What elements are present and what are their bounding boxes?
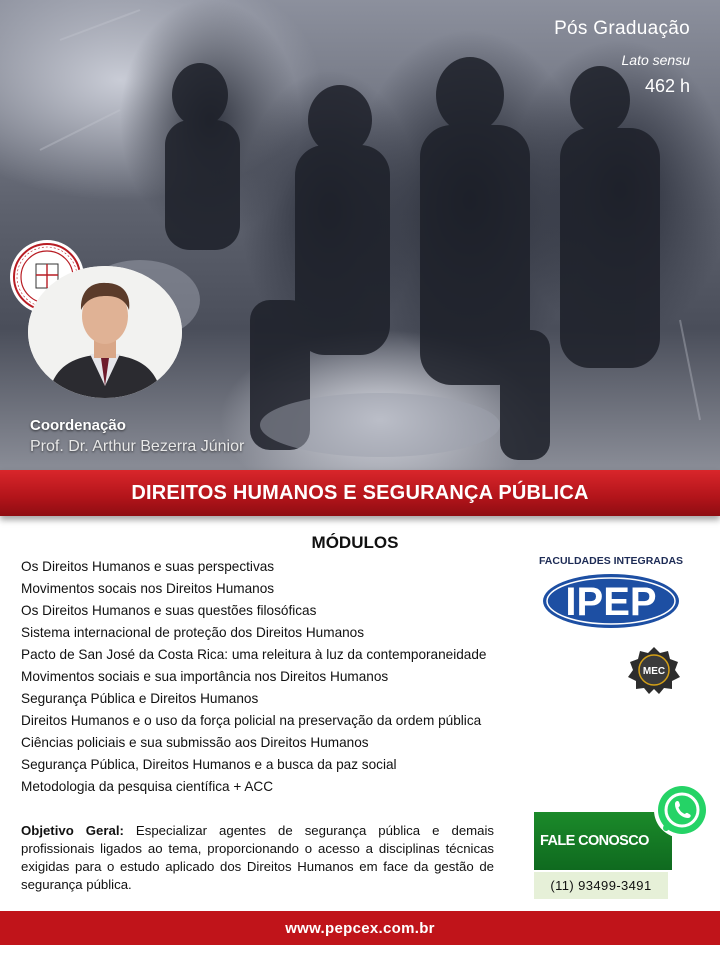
whatsapp-icon[interactable] (652, 780, 712, 840)
ipep-top-text: FACULDADES INTEGRADAS (538, 555, 684, 567)
module-item: Metodologia da pesquisa científica + ACC (21, 779, 274, 794)
module-item: Movimentos sociais e sua importância nos Direitos Humanos (21, 669, 389, 684)
module-item: Segurança Pública, Direitos Humanos e a busca da paz social (21, 757, 397, 772)
hero-banner (0, 0, 720, 470)
course-mode: Lato sensu (621, 52, 690, 68)
course-info (554, 18, 690, 97)
phone-number[interactable]: (11) 93499-3491 (534, 872, 668, 899)
module-item: Direitos Humanos e o uso da força policial na preservação da ordem pública (21, 713, 482, 728)
website-link[interactable]: www.pepcex.com.br (285, 919, 435, 937)
course-type: Pós Graduação (554, 18, 690, 39)
module-item: Pacto de San José da Costa Rica: uma releitura à luz da contemporaneidade (21, 647, 487, 662)
coordinator-name: Prof. Dr. Arthur Bezerra Júnior (30, 438, 245, 455)
mec-badge-icon (622, 645, 686, 695)
module-item: Movimentos socais nos Direitos Humanos (21, 581, 275, 596)
module-item: Os Direitos Humanos e suas questões filosóficas (21, 603, 317, 618)
module-item: Ciências policiais e sua submissão aos Direitos Humanos (21, 735, 369, 750)
module-item: Sistema internacional de proteção dos Direitos Humanos (21, 625, 365, 640)
objective-paragraph (21, 822, 494, 894)
footer-bar (0, 911, 720, 945)
objective-label: Objetivo Geral: (21, 823, 124, 838)
modules-heading: MÓDULOS (311, 533, 399, 552)
module-item: Os Direitos Humanos e suas perspectivas (21, 559, 275, 574)
ipep-logo (536, 552, 686, 632)
fale-conosco-button[interactable]: FALE CONOSCO (534, 812, 672, 870)
objective-text: Especializar agentes de segurança pública e demais profissionais ligados ao tema, proporcionando o acesso a disciplinas técnicas exigidas para o estudo aplicado dos Direitos Humanos em face da gestão de segurança pública. (21, 823, 494, 892)
modules-list (21, 556, 487, 798)
coordinator-photo (28, 266, 182, 398)
course-title: DIREITOS HUMANOS E SEGURANÇA PÚBLICA (131, 481, 589, 504)
ipep-name: IPEP (565, 580, 657, 624)
course-title-bar (0, 470, 720, 516)
coordination-block (30, 417, 244, 456)
contact-block[interactable] (534, 812, 702, 900)
mec-label: MEC (642, 666, 666, 677)
course-hours: 462 h (644, 76, 690, 96)
coordination-label: Coordenação (30, 417, 126, 434)
module-item: Segurança Pública e Direitos Humanos (21, 691, 259, 706)
